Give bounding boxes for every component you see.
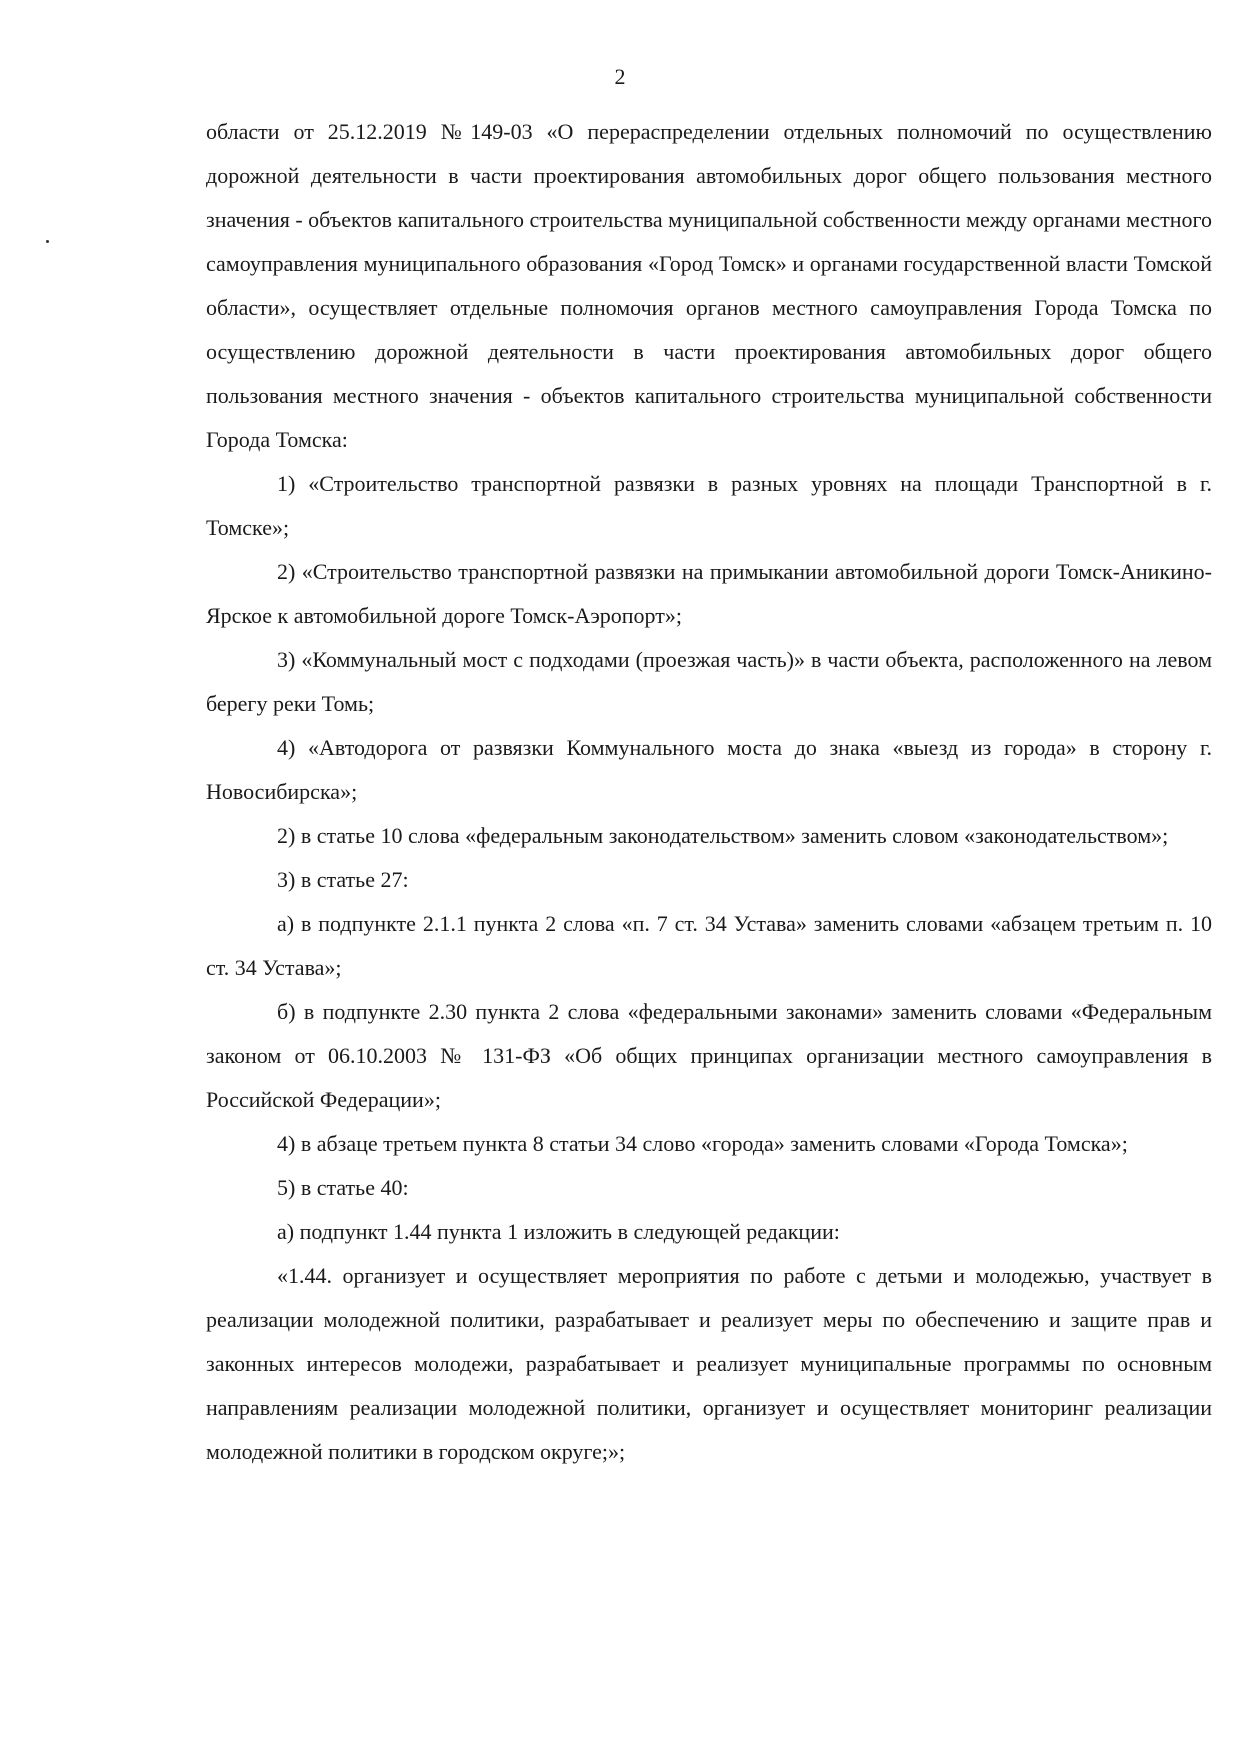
paragraph-article-40: 5) в статье 40: (277, 1175, 409, 1200)
paragraph-article-40-a: а) подпункт 1.44 пункта 1 изложить в следующей редакции: (277, 1219, 840, 1244)
paragraph-subclause-1-44: «1.44. организует и осуществляет мероприятия по работе с детьми и молодежью, участвует в реализации молодежной политики, разрабатывает и реализует меры по обеспечению и защите прав и законных интересов молодежи, разрабатывает и реализует муниципальные программы по основным направлениям реализации молодежной политики, организует и осуществляет мониторинг реализации молодежной политики в городском округе;»; (206, 1263, 1212, 1464)
paragraph-item-2-interchange-aikino: 2) «Строительство транспортной развязки на примыкании автомобильной дороги Томск-Аникино-Ярское к автомобильной дороге Томск-Аэропорт»; (206, 559, 1212, 628)
page-number: 2 (614, 64, 626, 89)
paragraph-article-27-b: б) в подпункте 2.30 пункта 2 слова «федеральными законами» заменить словами «Федеральным законом от 06.10.2003 № 131-ФЗ «Об общих принципах организации местного самоуправления в Российской Федерации»; (206, 999, 1212, 1112)
paragraph-article-10: 2) в статье 10 слова «федеральным законодательством» заменить словом «законодательством»; (277, 823, 1169, 848)
paragraph-item-3-communal-bridge: 3) «Коммунальный мост с подходами (проезжая часть)» в части объекта, расположенного на левом берегу реки Томь; (206, 647, 1212, 716)
paragraph-item-1-transport-interchange: 1) «Строительство транспортной развязки в разных уровнях на площади Транспортной в г. Томске»; (206, 471, 1212, 540)
paragraph-article-27-a: а) в подпункте 2.1.1 пункта 2 слова «п. 7 ст. 34 Устава» заменить словами «абзацем третьим п. 10 ст. 34 Устава»; (206, 911, 1212, 980)
document-body (206, 110, 1212, 1474)
paragraph-continuation: области от 25.12.2019 №149-03 «О перераспределении отдельных полномочий по осуществлению дорожной деятельности в части проектирования автомобильных дорог общего пользования местного значения - объектов капитального строительства муниципальной собственности между органами местного самоуправления муниципального образования «Город Томск» и органами государственной власти Томской области», осуществляет отдельные полномочия органов местного самоуправления Города Томска по осуществлению дорожной деятельности в части проектирования автомобильных дорог общего пользования местного значения - объектов капитального строительства муниципальной собственности Города Томска: (206, 119, 1212, 452)
paragraph-article-27: 3) в статье 27: (277, 867, 409, 892)
paragraph-item-4-highway: 4) «Автодорога от развязки Коммунального моста до знака «выезд из города» в сторону г. Новосибирска»; (206, 735, 1212, 804)
scan-speck (46, 240, 49, 243)
paragraph-article-34: 4) в абзаце третьем пункта 8 статьи 34 слово «города» заменить словами «Города Томска»; (277, 1131, 1128, 1156)
